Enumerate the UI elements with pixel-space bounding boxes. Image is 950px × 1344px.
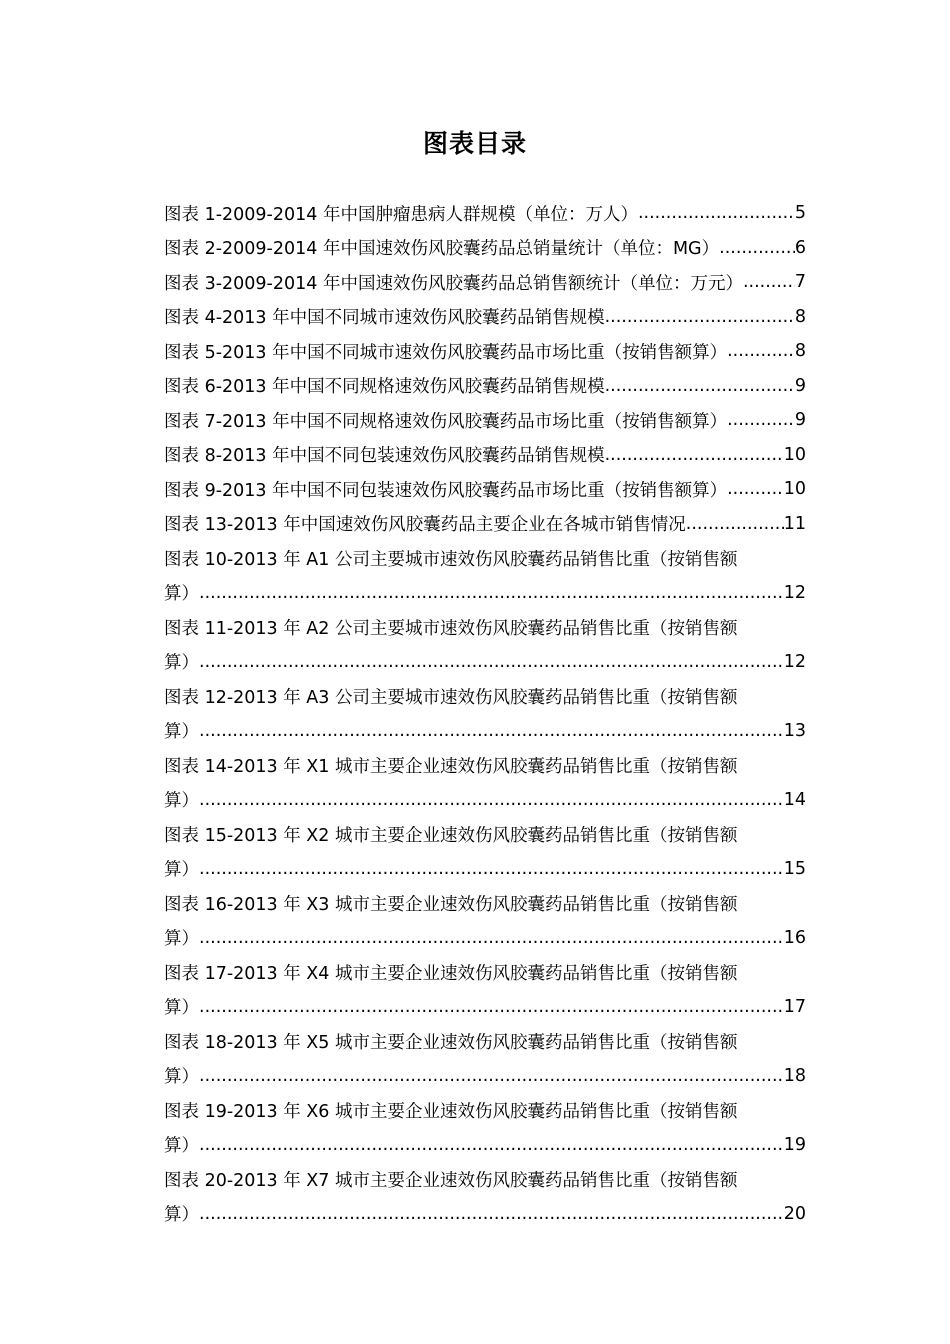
- dot-leader: [727, 410, 795, 430]
- toc-entry-text-cont: 算）: [164, 653, 199, 674]
- toc-entry-page: 18: [783, 1065, 806, 1086]
- toc-entry-text: 图表 1-2009-2014 年中国肿瘤患病人群规模（单位：万人）: [164, 204, 638, 225]
- dot-leader: [199, 790, 784, 810]
- toc-entry-line1[interactable]: [164, 1093, 806, 1128]
- toc-entry-page: 12: [783, 582, 806, 603]
- toc-entry[interactable]: [164, 300, 806, 335]
- toc-entry-text: 图表 15-2013 年 X2 城市主要企业速效伤风胶囊药品销售比重（按销售额: [164, 825, 738, 846]
- dot-leader: [727, 479, 784, 499]
- toc-entry[interactable]: [164, 334, 806, 369]
- dot-leader: [199, 928, 784, 948]
- dot-leader: [199, 1066, 784, 1086]
- toc-entry-text-cont: 算）: [164, 791, 199, 812]
- toc-entry[interactable]: [164, 438, 806, 473]
- dot-leader: [199, 652, 784, 672]
- dot-leader: [199, 1135, 784, 1155]
- toc-entry-page: 16: [783, 927, 806, 948]
- toc-entry-line2[interactable]: [164, 714, 806, 749]
- toc-entry-text: 图表 19-2013 年 X6 城市主要企业速效伤风胶囊药品销售比重（按销售额: [164, 1101, 738, 1122]
- toc-entry[interactable]: [164, 369, 806, 404]
- toc-entry-text: 图表 20-2013 年 X7 城市主要企业速效伤风胶囊药品销售比重（按销售额: [164, 1170, 738, 1191]
- toc-entry-text: 图表 6-2013 年中国不同规格速效伤风胶囊药品销售规模: [164, 377, 605, 398]
- toc-entry-line2[interactable]: [164, 576, 806, 611]
- toc-entry-text-cont: 算）: [164, 584, 199, 605]
- toc-entry-line2[interactable]: [164, 783, 806, 818]
- toc-entry-line2[interactable]: [164, 1059, 806, 1094]
- toc-entry-text: 图表 10-2013 年 A1 公司主要城市速效伤风胶囊药品销售比重（按销售额: [164, 549, 738, 570]
- dot-leader: [638, 203, 795, 223]
- toc-entry-text-cont: 算）: [164, 860, 199, 881]
- toc-entry-line1[interactable]: [164, 817, 806, 852]
- dot-leader: [199, 997, 784, 1017]
- toc-entry-text: 图表 17-2013 年 X4 城市主要企业速效伤风胶囊药品销售比重（按销售额: [164, 963, 738, 984]
- dot-leader: [727, 341, 795, 361]
- toc-entry-page: 5: [794, 203, 806, 224]
- toc-entry[interactable]: [164, 265, 806, 300]
- figure-toc-list: [164, 196, 806, 1231]
- toc-entry-text: 图表 8-2013 年中国不同包装速效伤风胶囊药品销售规模: [164, 446, 605, 467]
- toc-entry[interactable]: [164, 403, 806, 438]
- dot-leader: [199, 583, 784, 603]
- toc-entry-page: 7: [794, 272, 806, 293]
- toc-entry-page: 17: [783, 996, 806, 1017]
- toc-entry-text: 图表 7-2013 年中国不同规格速效伤风胶囊药品市场比重（按销售额算）: [164, 411, 728, 432]
- toc-entry-line2[interactable]: [164, 1128, 806, 1163]
- toc-entry-line1[interactable]: [164, 541, 806, 576]
- dot-leader: [199, 721, 784, 741]
- toc-entry[interactable]: [164, 196, 806, 231]
- toc-entry-text: 图表 2-2009-2014 年中国速效伤风胶囊药品总销量统计（单位：MG）: [164, 239, 720, 260]
- toc-entry-line2[interactable]: [164, 990, 806, 1025]
- toc-entry-text: 图表 12-2013 年 A3 公司主要城市速效伤风胶囊药品销售比重（按销售额: [164, 687, 738, 708]
- toc-entry-page: 8: [794, 341, 806, 362]
- toc-entry-page: 11: [783, 513, 806, 534]
- dot-leader: [605, 445, 784, 465]
- toc-entry-page: 9: [794, 375, 806, 396]
- toc-entry-text: 图表 13-2013 年中国速效伤风胶囊药品主要企业在各城市销售情况: [164, 515, 686, 536]
- toc-entry-text-cont: 算）: [164, 1136, 199, 1157]
- toc-entry-page: 10: [783, 479, 806, 500]
- toc-entry-page: 10: [783, 444, 806, 465]
- toc-entry-page: 9: [794, 410, 806, 431]
- toc-entry-line2[interactable]: [164, 921, 806, 956]
- toc-entry-line1[interactable]: [164, 1024, 806, 1059]
- toc-entry-line1[interactable]: [164, 610, 806, 645]
- toc-entry-line2[interactable]: [164, 852, 806, 887]
- toc-entry-text: 图表 4-2013 年中国不同城市速效伤风胶囊药品销售规模: [164, 308, 605, 329]
- toc-entry-line1[interactable]: [164, 955, 806, 990]
- dot-leader: [743, 272, 795, 292]
- toc-entry-page: 14: [783, 789, 806, 810]
- toc-entry[interactable]: [164, 472, 806, 507]
- toc-entry-text: 图表 3-2009-2014 年中国速效伤风胶囊药品总销售额统计（单位：万元）: [164, 273, 743, 294]
- toc-entry-page: 15: [783, 858, 806, 879]
- toc-entry-text: 图表 11-2013 年 A2 公司主要城市速效伤风胶囊药品销售比重（按销售额: [164, 618, 738, 639]
- toc-entry-text: 图表 16-2013 年 X3 城市主要企业速效伤风胶囊药品销售比重（按销售额: [164, 894, 738, 915]
- dot-leader: [719, 238, 795, 258]
- toc-entry-page: 13: [783, 720, 806, 741]
- toc-entry-line1[interactable]: [164, 748, 806, 783]
- toc-entry-text-cont: 算）: [164, 722, 199, 743]
- toc-entry-page: 20: [783, 1203, 806, 1224]
- page-title: 图表目录: [422, 129, 527, 158]
- dot-leader: [686, 514, 784, 534]
- toc-entry-text: 图表 14-2013 年 X1 城市主要企业速效伤风胶囊药品销售比重（按销售额: [164, 756, 738, 777]
- toc-entry-page: 8: [794, 306, 806, 327]
- toc-entry-text-cont: 算）: [164, 998, 199, 1019]
- toc-entry-text: 图表 9-2013 年中国不同包装速效伤风胶囊药品市场比重（按销售额算）: [164, 480, 728, 501]
- dot-leader: [199, 1204, 784, 1224]
- toc-entry-text: 图表 18-2013 年 X5 城市主要企业速效伤风胶囊药品销售比重（按销售额: [164, 1032, 738, 1053]
- toc-entry-line2[interactable]: [164, 645, 806, 680]
- dot-leader: [199, 859, 784, 879]
- dot-leader: [605, 376, 795, 396]
- dot-leader: [605, 307, 795, 327]
- toc-entry-line1[interactable]: [164, 886, 806, 921]
- toc-entry[interactable]: [164, 507, 806, 542]
- toc-entry[interactable]: [164, 231, 806, 266]
- toc-entry-line1[interactable]: [164, 1162, 806, 1197]
- toc-entry-page: 19: [783, 1134, 806, 1155]
- toc-entry-text-cont: 算）: [164, 1205, 199, 1226]
- toc-entry-page: 6: [794, 237, 806, 258]
- toc-entry-text-cont: 算）: [164, 929, 199, 950]
- toc-entry-text: 图表 5-2013 年中国不同城市速效伤风胶囊药品市场比重（按销售额算）: [164, 342, 728, 363]
- toc-entry-text-cont: 算）: [164, 1067, 199, 1088]
- toc-entry-line1[interactable]: [164, 679, 806, 714]
- toc-entry-page: 12: [783, 651, 806, 672]
- toc-entry-line2[interactable]: [164, 1197, 806, 1232]
